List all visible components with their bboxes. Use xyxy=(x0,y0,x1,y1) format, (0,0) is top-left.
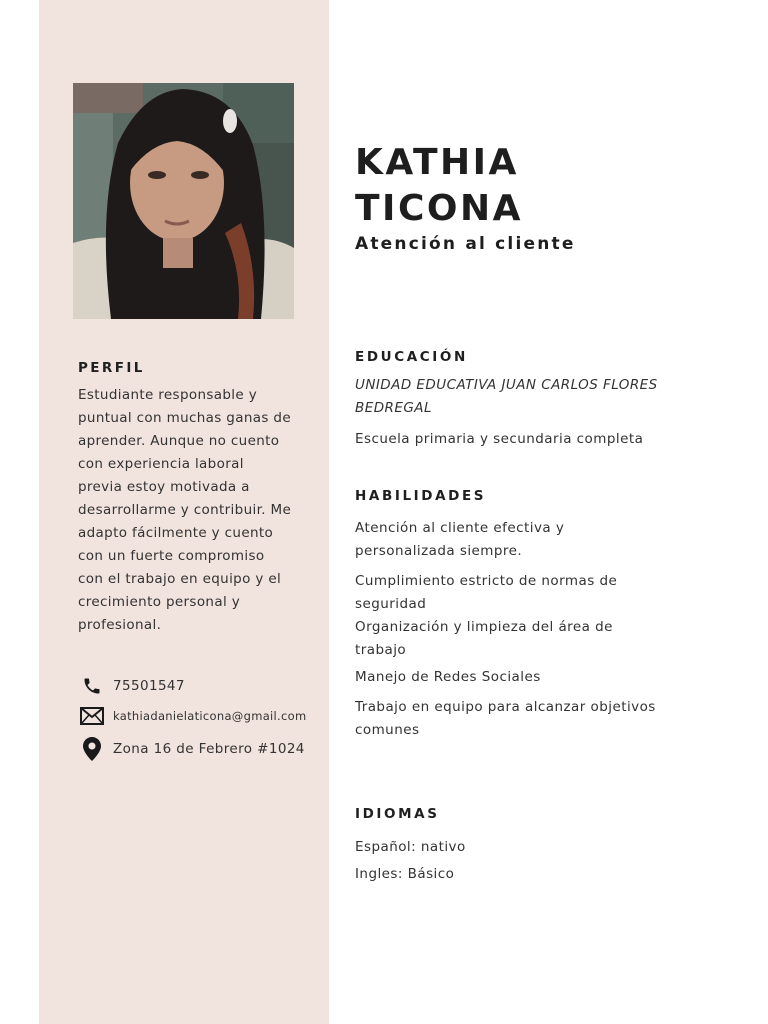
skill-item xyxy=(355,666,715,689)
skill-line: personalizada siempre. xyxy=(355,543,523,559)
contact-address: Zona 16 de Febrero #1024 xyxy=(113,741,305,757)
language-item xyxy=(355,836,715,859)
profile-line: aprender. Aunque no cuento xyxy=(78,433,280,449)
skill-line: trabajo xyxy=(355,642,407,658)
profile-line: con un fuerte compromiso xyxy=(78,548,265,564)
profile-line: crecimiento personal y xyxy=(78,594,241,610)
candidate-name xyxy=(355,140,523,232)
skill-line: seguridad xyxy=(355,596,427,612)
language-line: Español: nativo xyxy=(355,839,466,855)
name-first: KATHIA xyxy=(355,142,519,183)
contact-email: kathiadanielaticona@gmail.com xyxy=(113,709,307,723)
education-detail-text: Escuela primaria y secundaria completa xyxy=(355,431,644,447)
profile-line: Estudiante responsable y xyxy=(78,387,258,403)
skill-line: Trabajo en equipo para alcanzar objetivos xyxy=(355,699,656,715)
education-detail xyxy=(355,428,715,451)
skill-item xyxy=(355,517,715,563)
profile-heading: PERFIL xyxy=(78,360,145,376)
skill-item xyxy=(355,696,715,742)
phone-icon xyxy=(80,676,104,696)
profile-line: desarrollarme y contribuir. Me xyxy=(78,502,292,518)
job-title: Atención al cliente xyxy=(355,234,576,254)
contact-email-row xyxy=(80,706,306,726)
skill-item xyxy=(355,616,715,662)
skill-line: Organización y limpieza del área de xyxy=(355,619,613,635)
profile-line: con el trabajo en equipo y el xyxy=(78,571,282,587)
language-item xyxy=(355,863,715,886)
skill-item xyxy=(355,570,715,616)
skill-line: Atención al cliente efectiva y xyxy=(355,520,565,536)
skills-heading: HABILIDADES xyxy=(355,488,487,504)
location-pin-icon xyxy=(80,737,104,761)
email-icon xyxy=(80,706,104,726)
profile-line: con experiencia laboral xyxy=(78,456,244,472)
profile-photo-image xyxy=(73,83,294,319)
skill-line: Manejo de Redes Sociales xyxy=(355,669,541,685)
languages-heading: IDIOMAS xyxy=(355,806,440,822)
skill-line: comunes xyxy=(355,722,420,738)
contact-address-row xyxy=(80,737,305,761)
name-last: TICONA xyxy=(355,188,523,229)
contact-phone: 75501547 xyxy=(113,678,185,694)
skill-line: Cumplimiento estricto de normas de xyxy=(355,573,618,589)
education-heading: EDUCACIÓN xyxy=(355,349,468,365)
profile-line: adapto fácilmente y cuento xyxy=(78,525,274,541)
language-line: Ingles: Básico xyxy=(355,866,455,882)
profile-line: profesional. xyxy=(78,617,162,633)
profile-description xyxy=(78,384,310,637)
profile-line: previa estoy motivada a xyxy=(78,479,250,495)
education-school xyxy=(355,374,715,420)
contact-phone-row xyxy=(80,676,185,696)
school-line: UNIDAD EDUCATIVA JUAN CARLOS FLORES xyxy=(355,377,658,393)
profile-line: puntual con muchas ganas de xyxy=(78,410,291,426)
school-line: BEDREGAL xyxy=(355,400,432,416)
profile-photo xyxy=(73,83,294,319)
